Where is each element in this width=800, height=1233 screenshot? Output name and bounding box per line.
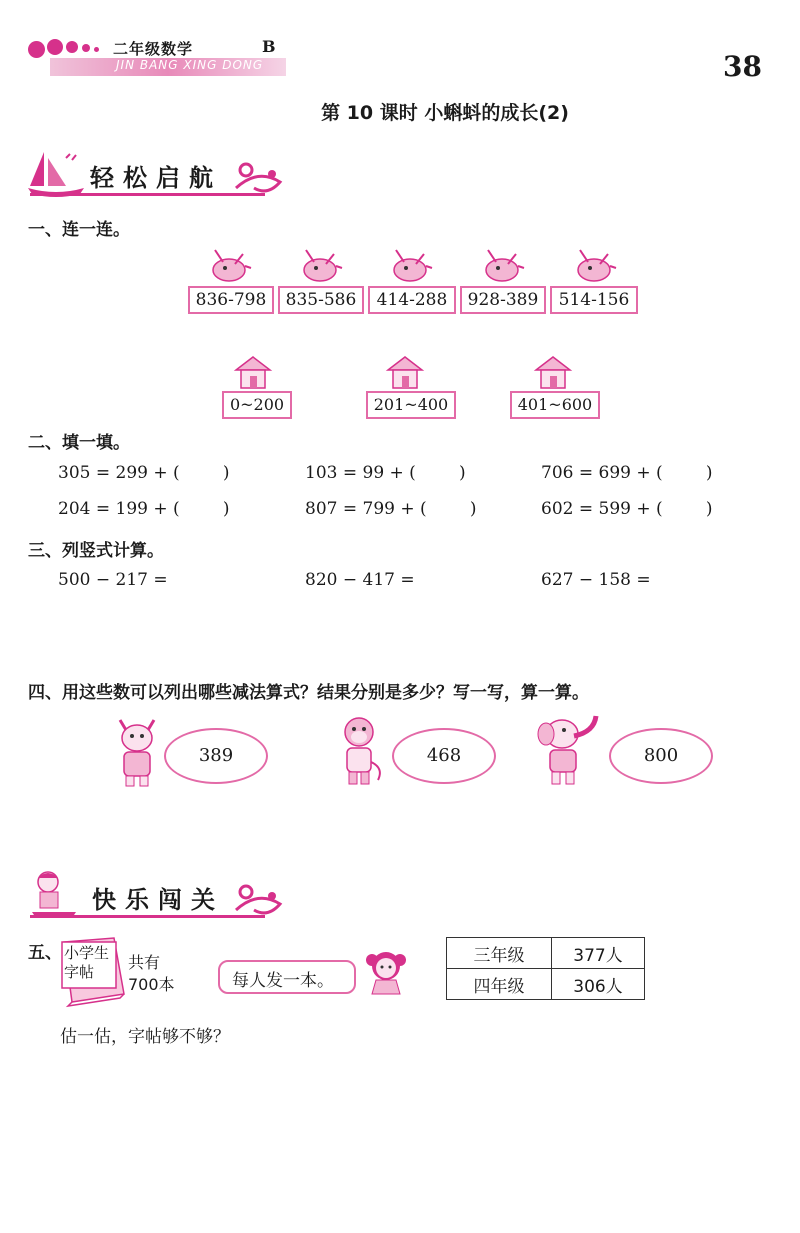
table-cell: 三年级 [447, 938, 552, 969]
fill-equation[interactable]: 204 = 199 + ( ) [58, 499, 230, 519]
house-icon [532, 354, 574, 390]
copybook-count [128, 952, 175, 996]
table-cell: 四年级 [447, 969, 552, 1000]
fill-equation[interactable]: 305 = 299 + ( ) [58, 463, 230, 483]
question-3-heading: 三、列竖式计算。 [28, 541, 164, 561]
table-row [447, 938, 645, 969]
copybook-count-line: 共有 [128, 953, 161, 972]
banner-underline [30, 915, 265, 918]
tadpole-icon [386, 246, 434, 284]
monkey-character-icon [330, 712, 388, 786]
question-5-label: 五、 [28, 943, 62, 963]
header-dot [66, 41, 78, 53]
question-2-heading: 二、填一填。 [28, 433, 130, 453]
fill-equation[interactable]: 103 = 99 + ( ) [305, 463, 466, 483]
flower-ornament-icon [232, 158, 284, 198]
number-oval: 800 [609, 728, 713, 784]
fill-equation[interactable]: 807 = 799 + ( ) [305, 499, 477, 519]
table-cell: 377人 [552, 938, 645, 969]
table-cell: 306人 [552, 969, 645, 1000]
grade-table [446, 937, 645, 1000]
kid-character-icon [26, 868, 82, 920]
subject-title: 二年级数学 [113, 40, 194, 58]
range-box[interactable]: 401~600 [510, 391, 600, 419]
elephant-character-icon [534, 712, 604, 786]
tadpole-icon [205, 246, 253, 284]
lesson-title: 第 10 课时 小蝌蚪的成长(2) [321, 102, 569, 124]
section-banner-title: 轻松启航 [90, 164, 222, 192]
page-number: 38 [723, 50, 762, 83]
header-dot [82, 44, 90, 52]
vertical-calc-item: 820 − 417 = [305, 570, 415, 590]
estimate-question: 估一估，字帖够不够？ [60, 1027, 230, 1047]
expression-box[interactable]: 514-156 [550, 286, 638, 314]
copybook-title [64, 944, 109, 982]
fill-equation[interactable]: 706 = 699 + ( ) [541, 463, 713, 483]
header-dot [94, 47, 99, 52]
tadpole-icon [296, 246, 344, 284]
number-oval: 468 [392, 728, 496, 784]
tadpole-icon [570, 246, 618, 284]
vertical-calc-item: 627 − 158 = [541, 570, 651, 590]
speech-text: 每人发一本。 [232, 971, 334, 991]
girl-character-icon [358, 946, 414, 996]
house-icon [232, 354, 274, 390]
goat-character-icon [108, 714, 166, 788]
edition-letter: B [262, 37, 276, 56]
vertical-calc-item: 500 − 217 = [58, 570, 168, 590]
table-row [447, 969, 645, 1000]
house-icon [384, 354, 426, 390]
sailboat-icon [26, 148, 86, 198]
copybook-title-line: 小学生 [64, 944, 110, 962]
section-banner-title: 快乐闯关 [92, 886, 224, 914]
range-box[interactable]: 0~200 [222, 391, 292, 419]
flower-ornament-icon [232, 880, 284, 920]
range-box[interactable]: 201~400 [366, 391, 456, 419]
expression-box[interactable]: 928-389 [460, 286, 546, 314]
copybook-count-line: 700本 [128, 975, 175, 994]
header-dot [47, 39, 63, 55]
series-subtitle: JIN BANG XING DONG [116, 58, 264, 72]
banner-underline [30, 193, 265, 196]
expression-box[interactable]: 835-586 [278, 286, 364, 314]
header-dot [28, 41, 45, 58]
question-4-heading: 四、用这些数可以列出哪些减法算式？结果分别是多少？写一写，算一算。 [28, 683, 589, 703]
fill-equation[interactable]: 602 = 599 + ( ) [541, 499, 713, 519]
number-oval: 389 [164, 728, 268, 784]
tadpole-icon [478, 246, 526, 284]
question-1-heading: 一、连一连。 [28, 220, 130, 240]
expression-box[interactable]: 836-798 [188, 286, 274, 314]
copybook-title-line: 字帖 [64, 963, 95, 981]
expression-box[interactable]: 414-288 [368, 286, 456, 314]
